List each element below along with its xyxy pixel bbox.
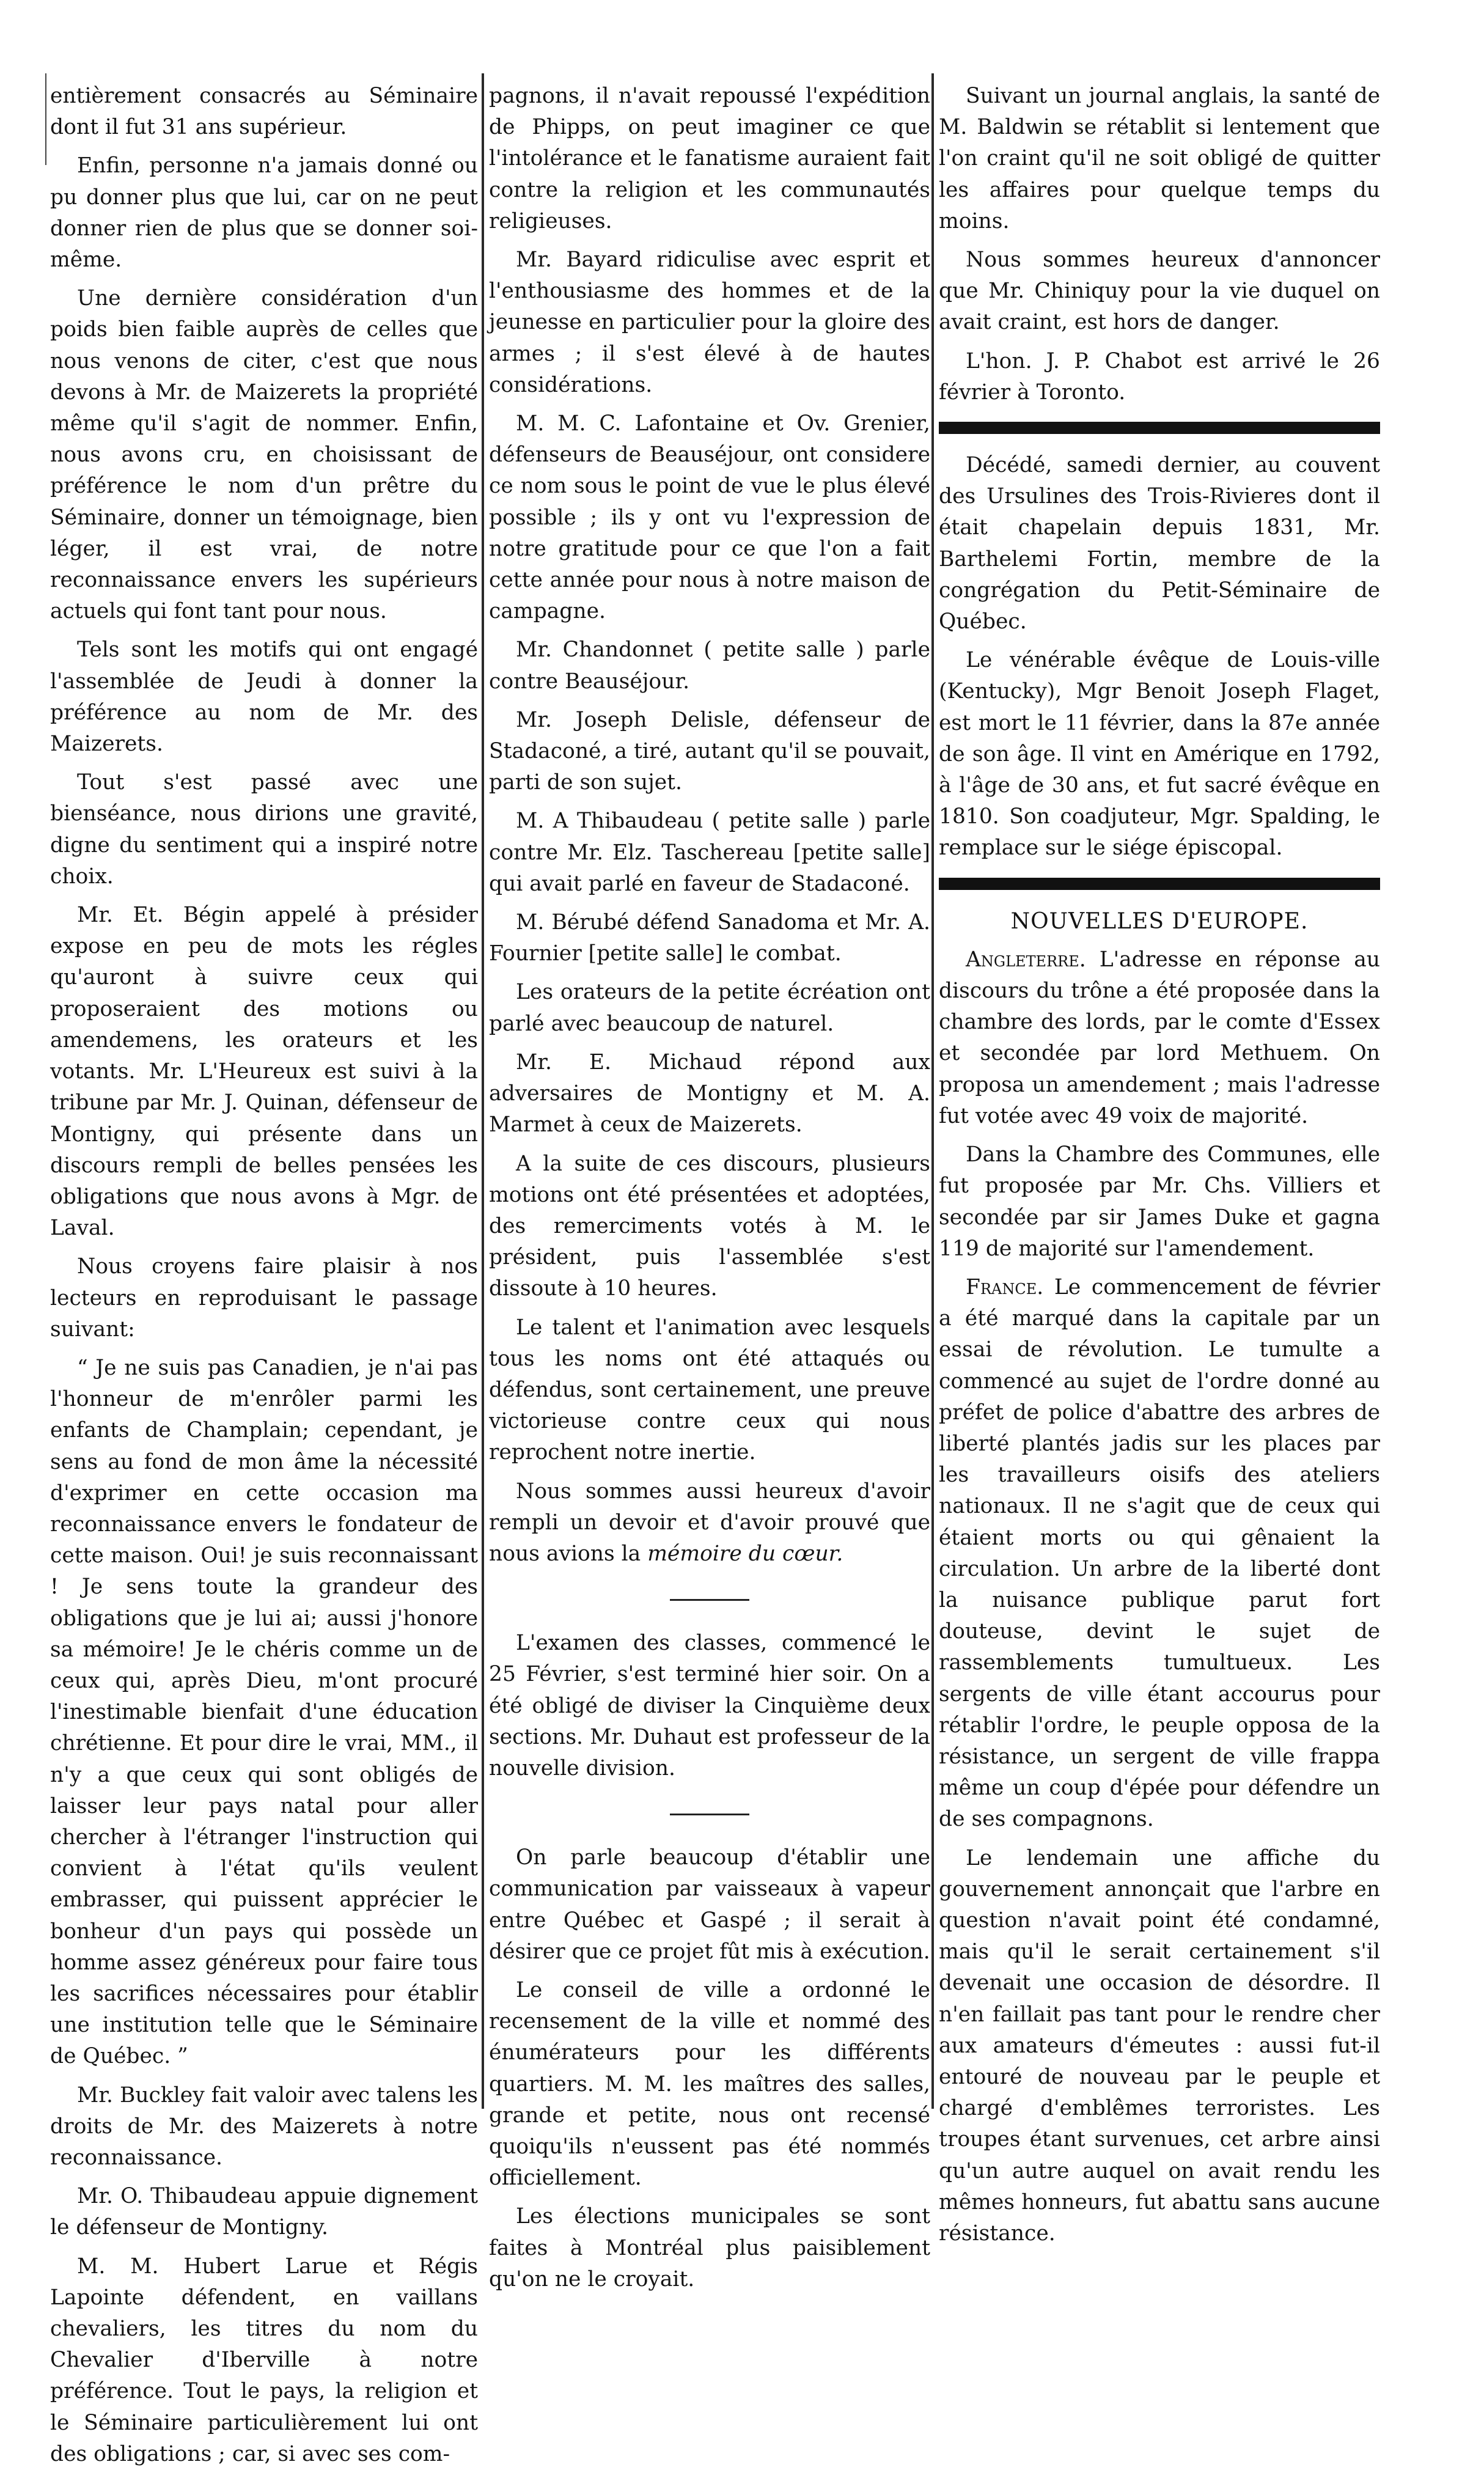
column-2 (489, 81, 930, 2292)
paragraph (489, 1476, 930, 1570)
separator-rule (670, 1599, 749, 1601)
paragraph: Le conseil de ville a ordonné le recensement de la ville et nommé des énumérateurs pour les différents quartiers. M. M. les maîtres des salles, grande et petite, nous ont recensé quoiqu'ils n'eussent pas été nommés officiellement. (489, 1977, 930, 2191)
paragraph: Le lendemain une affiche du gouvernement annonçait que l'arbre en question n'avait point été condamné, mais qu'il le serait certainement s'il devenait une occasion de désordre. Il n'en faillait pas tant pour le rendre cher aux amateurs d'émeutes : aussi fut-il entouré de nouveau par le peuple et chargé d'emblêmes terroristes. Les troupes étant survenues, cet arbre ainsi qu'un autre auquel on avait rendu les mêmes honneurs, fut abattu sans aucune résistance. (939, 1845, 1380, 2246)
paragraph: Le talent et l'animation avec lesquels tous les noms ont été attaqués ou défendus, sont certainement, une preuve victorieuse contre ceux qui nous reprochent notre inertie. (489, 1315, 930, 1465)
paragraph-text: Le commencement de février a été marqué dans la capitale par un essai de révolution. Le tumulte a commencé au sujet de l'ordre donné au préfet de police d'abattre des arbres de liberté plantés jadis sur les places par les travailleurs oisifs des ateliers nationaux. Il ne s'agit que de ceux qui étaient morts ou qui gênaient la circulation. Un arbre de la liberté dont la nuisance publique parut fort douteuse, devint le sujet de rassemblements tumultueux. Les sergents de ville étant accourus pour rétablir l'ordre, le peuple opposa de la résistance, un sergent de ville frappa même un coup d'épée pour défendre un de ses compagnons. (939, 1274, 1380, 1832)
paragraph: Le vénérable évêque de Louis-ville (Kentucky), Mgr Benoit Joseph Flaget, est mort le 11 février, dans la 87e année de son âge. Il vint en Amérique en 1792, à l'âge de 30 ans, et fut sacré évêque en 1810. Son coadjuteur, Mgr. Spalding, le remplace sur le siége épiscopal. (939, 648, 1380, 861)
country-label: France. (966, 1274, 1044, 1299)
section-heading: NOUVELLES D'EUROPE. (1010, 908, 1309, 934)
paragraph-text: L'adresse en réponse au discours du trône a été proposée dans la chambre des lords, par le comte d'Essex et secondée par lord Methuem. On proposa un amendement ; mais l'adresse fut votée avec 49 voix de majorité. (939, 947, 1380, 1128)
paragraph: Mr. Joseph Delisle, défenseur de Stadaconé, a tiré, autant qu'il se pouvait, parti de son sujet. (489, 707, 930, 795)
paragraph: Mr. Bayard ridiculise avec esprit et l'enthousiasme des hommes et de la jeunesse en particulier pour la gloire des armes ; il s'est élevé à de hautes considérations. (489, 248, 930, 397)
left-margin-rule (45, 73, 46, 165)
paragraph: L'examen des classes, commencé le 25 Février, s'est terminé hier soir. On a été obligé de diviser la Cinquième deux sections. Mr. Duhaut est professeur de la nouvelle division. (489, 1631, 930, 1781)
paragraph: Tels sont les motifs qui ont engagé l'assemblée de Jeudi à donner la préférence au nom de Mr. des Maizerets. (50, 638, 478, 757)
paragraph: Décédé, samedi dernier, au couvent des Ursulines des Trois-Rivieres dont il était chapelain depuis 1831, Mr. Barthelemi Fortin, membre de la congrégation du Petit-Séminaire de Québec. (939, 453, 1380, 634)
paragraph: L'hon. J. P. Chabot est arrivé le 26 février à Toronto. (939, 348, 1380, 405)
paragraph: Les orateurs de la petite écréation ont parlé avec beaucoup de naturel. (489, 980, 930, 1036)
paragraph: Les élections municipales se sont faites à Montréal plus paisiblement qu'on ne le croyait. (489, 2204, 930, 2292)
paragraph: M. A Thibaudeau ( petite salle ) parle contre Mr. Elz. Taschereau [petite salle] qui avait parlé en faveur de Stadaconé. (489, 809, 930, 896)
paragraph: A la suite de ces discours, plusieurs motions ont été présentées et adoptées, des remerciments votés à M. le président, puis l'assemblée s'est dissoute à 10 heures. (489, 1151, 930, 1301)
column-1 (50, 81, 478, 2466)
paragraph: Nous sommes heureux d'annoncer que Mr. Chiniquy pour la vie duquel on avait craint, est hors de danger. (939, 248, 1380, 335)
italic-phrase: mémoire du cœur. (647, 1541, 843, 1566)
paragraph: Mr. Chandonnet ( petite salle ) parle contre Beauséjour. (489, 638, 930, 694)
column-rule-1 (482, 73, 484, 2109)
paragraph: entièrement consacrés au Séminaire dont il fut 31 ans supérieur. (50, 84, 478, 140)
paragraph: Enfin, personne n'a jamais donné ou pu donner plus que lui, car on ne peut donner rien de plus que se donner soi-même. (50, 153, 478, 273)
thick-separator (939, 878, 1380, 890)
paragraph: Suivant un journal anglais, la santé de M. Baldwin se rétablit si lentement que l'on craint qu'il ne soit obligé de quitter les affaires pour quelque temps du moins. (939, 84, 1380, 233)
paragraph: Mr. O. Thibaudeau appuie dignement le défenseur de Montigny. (50, 2184, 478, 2240)
paragraph: Mr. E. Michaud répond aux adversaires de Montigny et M. A. Marmet à ceux de Maizerets. (489, 1049, 930, 1138)
paragraph: Nous croyens faire plaisir à nos lecteurs en reproduisant le passage suivant: (50, 1254, 478, 1342)
paragraph: Tout s'est passé avec une bienséance, nous dirions une gravité, digne du sentiment qui a inspiré notre choix. (50, 770, 478, 889)
paragraph: Mr. Buckley fait valoir avec talens les droits de Mr. des Maizerets à notre reconnaissance. (50, 2082, 478, 2170)
quoted-passage: “ Je ne suis pas Canadien, je n'ai pas l'honneur de m'enrôler parmi les enfants de Champlain; cependant, je sens au fond de mon âme la nécessité d'exprimer en cette occasion ma reconnaissance envers le fondateur de cette maison. Oui! je suis reconnaissant ! Je sens toute la grandeur des obligations que je lui ai; aussi j'honore sa mémoire! Je le chéris comme un de ceux qui, après Dieu, m'ont procuré l'inestimable bienfait d'une éducation chrétienne. Et pour dire le vrai, MM., il n'y a que ceux qui sont obligés de laisser leur pays natal pour aller chercher à l'étranger l'instruction qui convient à l'état qu'ils veulent embrasser, qui puissent apprécier le bonheur d'un pays qui possède un homme assez généreux pour faire tous les sacrifices nécessaires pour établir une institution telle que le Séminaire de Québec. ” (50, 1355, 478, 2069)
paragraph: pagnons, il n'avait repoussé l'expédition de Phipps, on peut imaginer ce que l'intolérance et le fanatisme auraient fait contre la religion et les communautés religieuses. (489, 84, 930, 233)
country-label: Angleterre. (966, 947, 1086, 972)
column-rule-2 (931, 73, 934, 2109)
paragraph: On parle beaucoup d'établir une communication par vaisseaux à vapeur entre Québec et Gaspé ; il serait à désirer que ce projet fût mis à exécution. (489, 1845, 930, 1964)
paragraph: M. M. C. Lafontaine et Ov. Grenier, défenseurs de Beauséjour, ont considere ce nom sous le point de vue le plus élevé possible ; ils y ont vu l'expression de notre gratitude pour ce que l'on a fait cette année pour nous à notre maison de campagne. (489, 411, 930, 624)
paragraph-text: Nous sommes aussi heureux d'avoir rempli un devoir et d'avoir prouvé que nous avions la (489, 1479, 930, 1566)
paragraph: M. Bérubé défend Sanadoma et Mr. A. Fournier [petite salle] le combat. (489, 910, 930, 966)
paragraph (939, 944, 1380, 1132)
paragraph: M. M. Hubert Larue et Régis Lapointe défendent, en vaillans chevaliers, les titres du nom du Chevalier d'Iberville à notre préférence. Tout le pays, la religion et le Séminaire particulièrement lui ont des obligations ; car, si avec ses com- (50, 2254, 478, 2466)
paragraph: Mr. Et. Bégin appelé à présider expose en peu de mots les régles qu'auront à suivre ceux qui proposeraient des motions ou amendemens, les orateurs et les votants. Mr. L'Heureux est suivi à la tribune par Mr. J. Quinan, défenseur de Montigny, qui présente dans un discours rempli de belles pensées les obligations que nous avons à Mgr. de Laval. (50, 903, 478, 1241)
thick-separator (939, 422, 1380, 434)
separator-rule (670, 1814, 749, 1815)
paragraph: Dans la Chambre des Communes, elle fut proposée par Mr. Chs. Villiers et secondée par sir James Duke et gagna 119 de majorité sur l'amendement. (939, 1142, 1380, 1261)
column-3 (939, 81, 1380, 2246)
paragraph: Une dernière considération d'un poids bien faible auprès de celles que nous venons de citer, c'est que nous devons à Mr. de Maizerets la propriété même qu'il s'agit de nommer. Enfin, nous avons cru, en choisissant de préférence le nom d'un prêtre du Séminaire, donner un témoignage, bien léger, il est vrai, de notre reconnaissance envers les supérieurs actuels qui font tant pour nous. (50, 286, 478, 624)
paragraph (939, 1272, 1380, 1836)
